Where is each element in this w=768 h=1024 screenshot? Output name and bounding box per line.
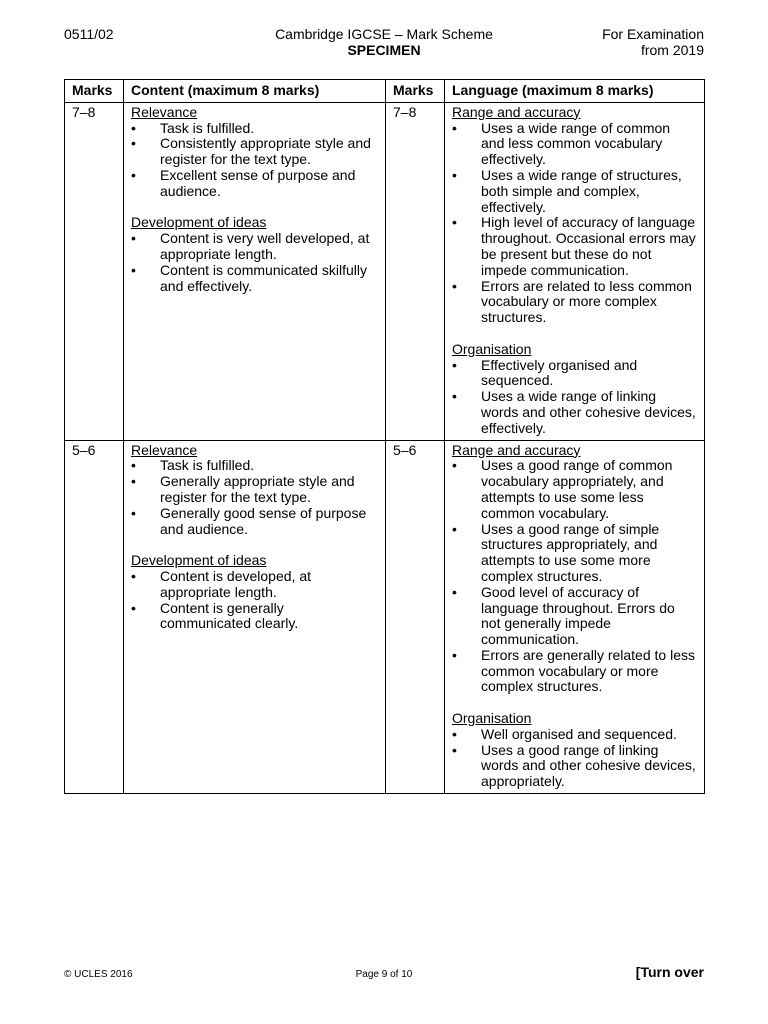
table-row [65,102,705,440]
examination-line-1: For Examination [602,26,704,42]
relevance-heading: Relevance [131,441,198,458]
organisation-heading: Organisation [452,340,532,357]
language-cell [445,440,705,794]
development-list [131,569,378,632]
range-accuracy-heading: Range and accuracy [452,441,581,458]
development-list [131,231,378,294]
organisation-list [452,358,697,437]
list-item: • Uses a good range of linking words and other cohesive devices, appropriately. [452,743,697,790]
development-heading: Development of ideas [131,214,267,231]
organisation-list [452,727,697,790]
list-item: • Task is fulfilled. [131,121,378,137]
header-language: Language (maximum 8 marks) [445,80,705,103]
marks-cell: 7–8 [386,102,445,440]
list-item: • Generally appropriate style and register for the text type. [131,474,378,506]
specimen-label: SPECIMEN [347,42,421,58]
list-item: • Uses a wide range of common and less common vocabulary effectively. [452,121,697,168]
list-item: • Effectively organised and sequenced. [452,358,697,390]
list-item: • High level of accuracy of language throughout. Occasional errors may be present but these do not impede communication. [452,215,697,278]
list-item: • Generally good sense of purpose and audience. [131,506,378,538]
examination-date-block [602,26,704,58]
examination-line-2: from 2019 [640,42,704,58]
development-heading: Development of ideas [131,552,267,569]
list-item: • Errors are related to less common vocabulary or more complex structures. [452,279,697,326]
turn-over-label: [Turn over [635,964,704,980]
mark-scheme-table [64,79,705,794]
range-accuracy-list [452,458,697,695]
list-item: • Task is fulfilled. [131,458,378,474]
list-item: • Errors are generally related to less common vocabulary or more complex structures. [452,648,697,695]
list-item: • Well organised and sequenced. [452,727,697,743]
page-number: Page 9 of 10 [355,969,413,980]
table-header-row [65,80,705,103]
copyright-notice: © UCLES 2016 [64,969,133,980]
list-item: • Uses a wide range of structures, both simple and complex, effectively. [452,168,697,215]
relevance-list [131,458,378,537]
list-item: • Uses a wide range of linking words and other cohesive devices, effectively. [452,389,697,436]
organisation-heading: Organisation [452,710,532,727]
list-item: • Good level of accuracy of language throughout. Errors do not generally impede communication. [452,585,697,648]
list-item: • Uses a good range of simple structures appropriately, and attempts to use some more complex structures. [452,522,697,585]
list-item: • Uses a good range of common vocabulary appropriately, and attempts to use some less common vocabulary. [452,458,697,521]
document-title: Cambridge IGCSE – Mark Scheme [275,26,493,42]
table-row [65,440,705,794]
paper-code: 0511/02 [64,26,114,42]
header-content: Content (maximum 8 marks) [124,80,386,103]
range-accuracy-list [452,121,697,326]
header-marks-language: Marks [386,80,445,103]
list-item: • Excellent sense of purpose and audience. [131,168,378,200]
language-cell [445,102,705,440]
content-cell [124,102,386,440]
list-item: • Content is generally communicated clearly. [131,601,378,633]
marks-cell: 7–8 [65,102,124,440]
header-marks: Marks [65,80,124,103]
relevance-heading: Relevance [131,103,198,120]
content-cell [124,440,386,794]
relevance-list [131,121,378,200]
list-item: • Content is very well developed, at appropriate length. [131,231,378,263]
list-item: • Consistently appropriate style and register for the text type. [131,136,378,168]
marks-cell: 5–6 [65,440,124,794]
list-item: • Content is communicated skilfully and effectively. [131,263,378,295]
range-accuracy-heading: Range and accuracy [452,103,581,120]
list-item: • Content is developed, at appropriate length. [131,569,378,601]
marks-cell: 5–6 [386,440,445,794]
